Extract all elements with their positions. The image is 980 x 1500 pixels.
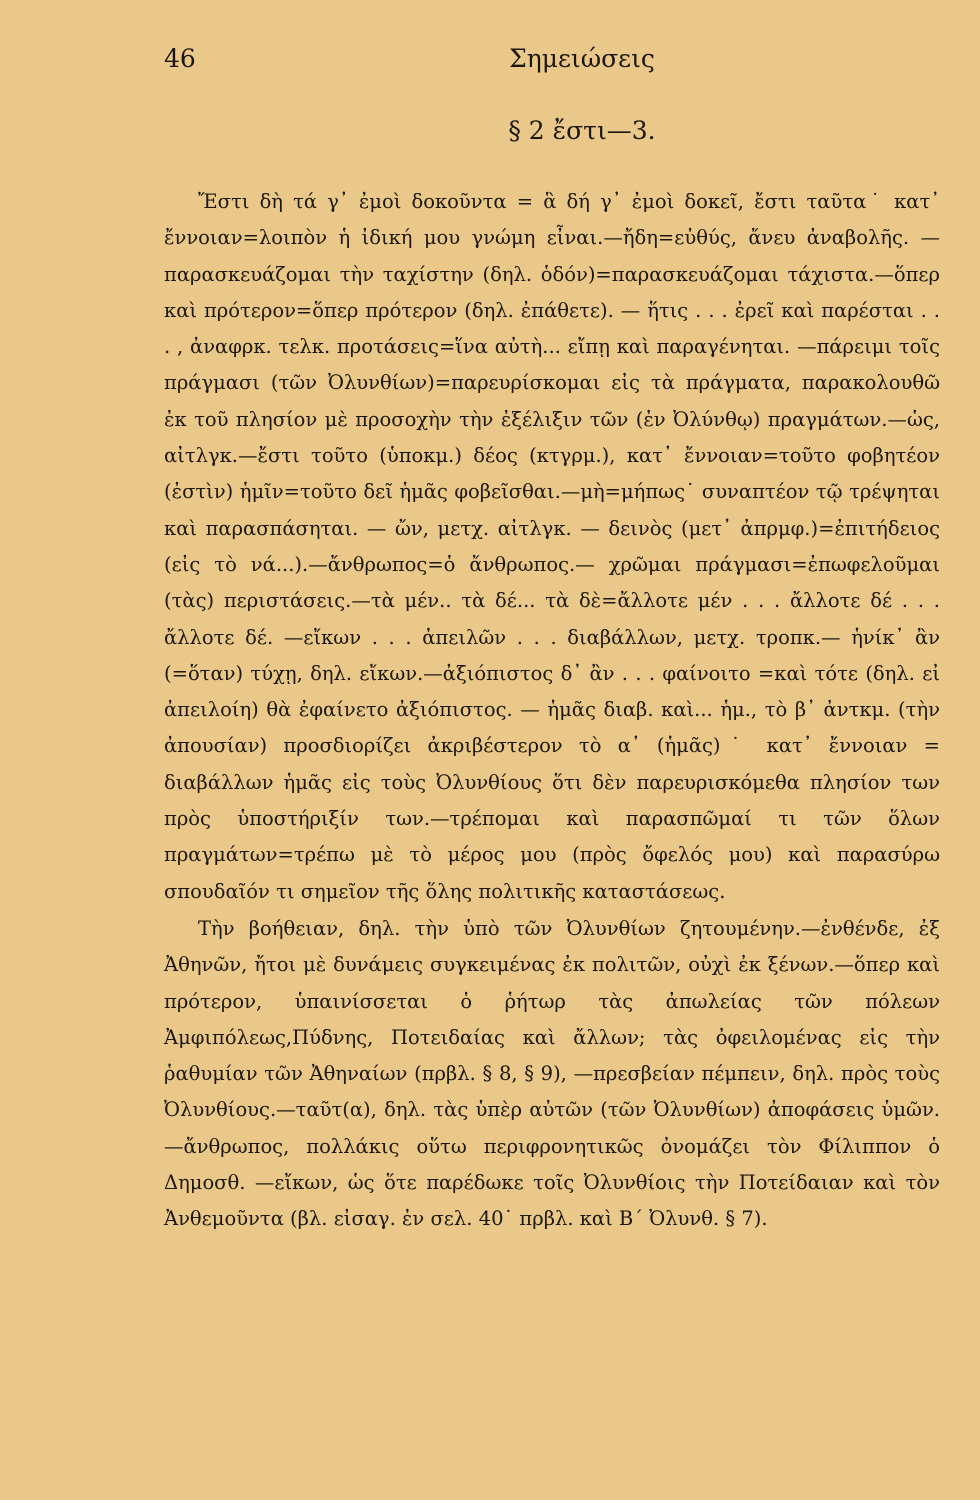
running-title: Σημειώσεις <box>509 44 655 73</box>
paragraph <box>164 911 940 1238</box>
page-header <box>164 44 940 84</box>
paragraph <box>164 184 940 910</box>
notes-body <box>164 184 940 1238</box>
paragraph-text: Ἔστι δὴ τά γ᾽ ἐμοὶ δοκοῦντα = ἃ δή γ᾽ ἐμοὶ δοκεῖ, ἔστι ταῦτα˙ κατ᾽ ἔννοιαν=λοιπὸν ἡ ἰδική μου γνώμη εἶναι.—ἤδη=εὐθύς, ἄνευ ἀναβολῆς. — παρασκευάζομαι τὴν ταχίστην (δηλ. ὁδόν)=παρασκευάζομαι τάχιστα.—ὅπερ καὶ πρότερον=ὅπερ πρότερον (δηλ. ἐπάθετε). — ἥτις . . . ἐρεῖ καὶ παρέσται . . . , ἀναφρκ. τελκ. προτάσεις=ἵνα αὐτὴ... εἴπῃ καὶ παραγένηται. —πάρειμι τοῖς πράγμασι (τῶν Ὀλυνθίων)=παρευρίσκομαι εἰς τὰ πράγματα, παρακολουθῶ ἐκ τοῦ πλησίον μὲ προσοχὴν τὴν ἐξέλιξιν τῶν (ἐν Ὀλύνθῳ) πραγμάτων.—ὡς, αἰτλγκ.—ἔστι τοῦτο (ὑποκμ.) δέος (κτγρμ.), κατ᾽ ἔννοιαν=τοῦτο φοβητέον (ἐστὶν) ἡμῖν=τοῦτο δεῖ ἡμᾶς φοβεῖσθαι.—μὴ=μήπως˙ συναπτέον τῷ τρέψηται καὶ παρασπάσηται. — ὤν, μετχ. αἰτλγκ. — δεινὸς (μετ᾽ ἀπρμφ.)=ἐπιτήδειος (εἰς τὸ νά...).—ἄνθρωπος=ὁ ἄνθρωπος.— χρῶμαι πράγμασι=ἐπωφελοῦμαι (τὰς) περιστάσεις.—τὰ μέν.. τὰ δέ... τὰ δὲ=ἄλλοτε μέν . . . ἄλλοτε δέ . . . ἄλλοτε δέ. —εἴκων . . . ἀπειλῶν . . . διαβάλλων, μετχ. τροπκ.— ἡνίκ᾽ ἂν (=ὅταν) τύχῃ, δηλ. εἴκων.—ἀξιόπιστος δ᾽ ἂν . . . φαίνοιτο =καὶ τότε (δηλ. εἰ ἀπειλοίη) θὰ ἐφαίνετο ἀξιόπιστος. — ἡμᾶς διαβ. καὶ... ἡμ., τὸ β᾽ ἀντκμ. (τὴν ἀπουσίαν) προσδιορίζει ἀκριβέστερον τὸ α᾽ (ἡμᾶς)˙ κατ᾽ ἔννοιαν = διαβάλλων ἡμᾶς εἰς τοὺς Ὀλυνθίους ὅτι δὲν παρευρισκόμεθα πλησίον των πρὸς ὑποστήριξίν των.—τρέπομαι καὶ παρασπῶμαί τι τῶν ὅλων πραγμάτων=τρέπω μὲ τὸ μέρος μου (πρὸς ὄφελός μου) καὶ παρασύρω σπουδαῖόν τι σημεῖον τῆς ὅλης πολιτικῆς καταστάσεως. <box>164 190 940 903</box>
paragraph-text: Τὴν βοήθειαν, δηλ. τὴν ὑπὸ τῶν Ὀλυνθίων ζητουμένην.—ἐνθένδε, ἐξ Ἀθηνῶν, ἤτοι μὲ δυνάμεις συγκειμένας ἐκ πολιτῶν, οὐχὶ ἐκ ξένων.—ὅπερ καὶ πρότερον, ὑπαινίσσεται ὁ ῥήτωρ τὰς ἀπωλείας τῶν πόλεων Ἀμφιπόλεως,Πύδνης, Ποτειδαίας καὶ ἄλλων; τὰς ὀφειλομένας εἰς τὴν ῥαθυμίαν τῶν Ἀθηναίων (πρβλ. § 8, § 9), —πρεσβείαν πέμπειν, δηλ. πρὸς τοὺς Ὀλυνθίους.—ταῦτ(α), δηλ. τὰς ὑπὲρ αὐτῶν (τῶν Ὀλυνθίων) ἀποφάσεις ὑμῶν.—ἄνθρωπος, πολλάκις οὕτω περιφρονητικῶς ὀνομάζει τὸν Φίλιππον ὁ Δημοσθ. —εἴκων, ὡς ὅτε παρέδωκε τοῖς Ὀλυνθίοις τὴν Ποτείδαιαν καὶ τὸν Ἀνθεμοῦντα (βλ. εἰσαγ. ἐν σελ. 40˙ πρβλ. καὶ Β΄ Ὀλυνθ. § 7). <box>164 916 940 1231</box>
section-heading: § 2 ἔστι—3. <box>508 116 656 145</box>
page-number: 46 <box>164 44 196 73</box>
